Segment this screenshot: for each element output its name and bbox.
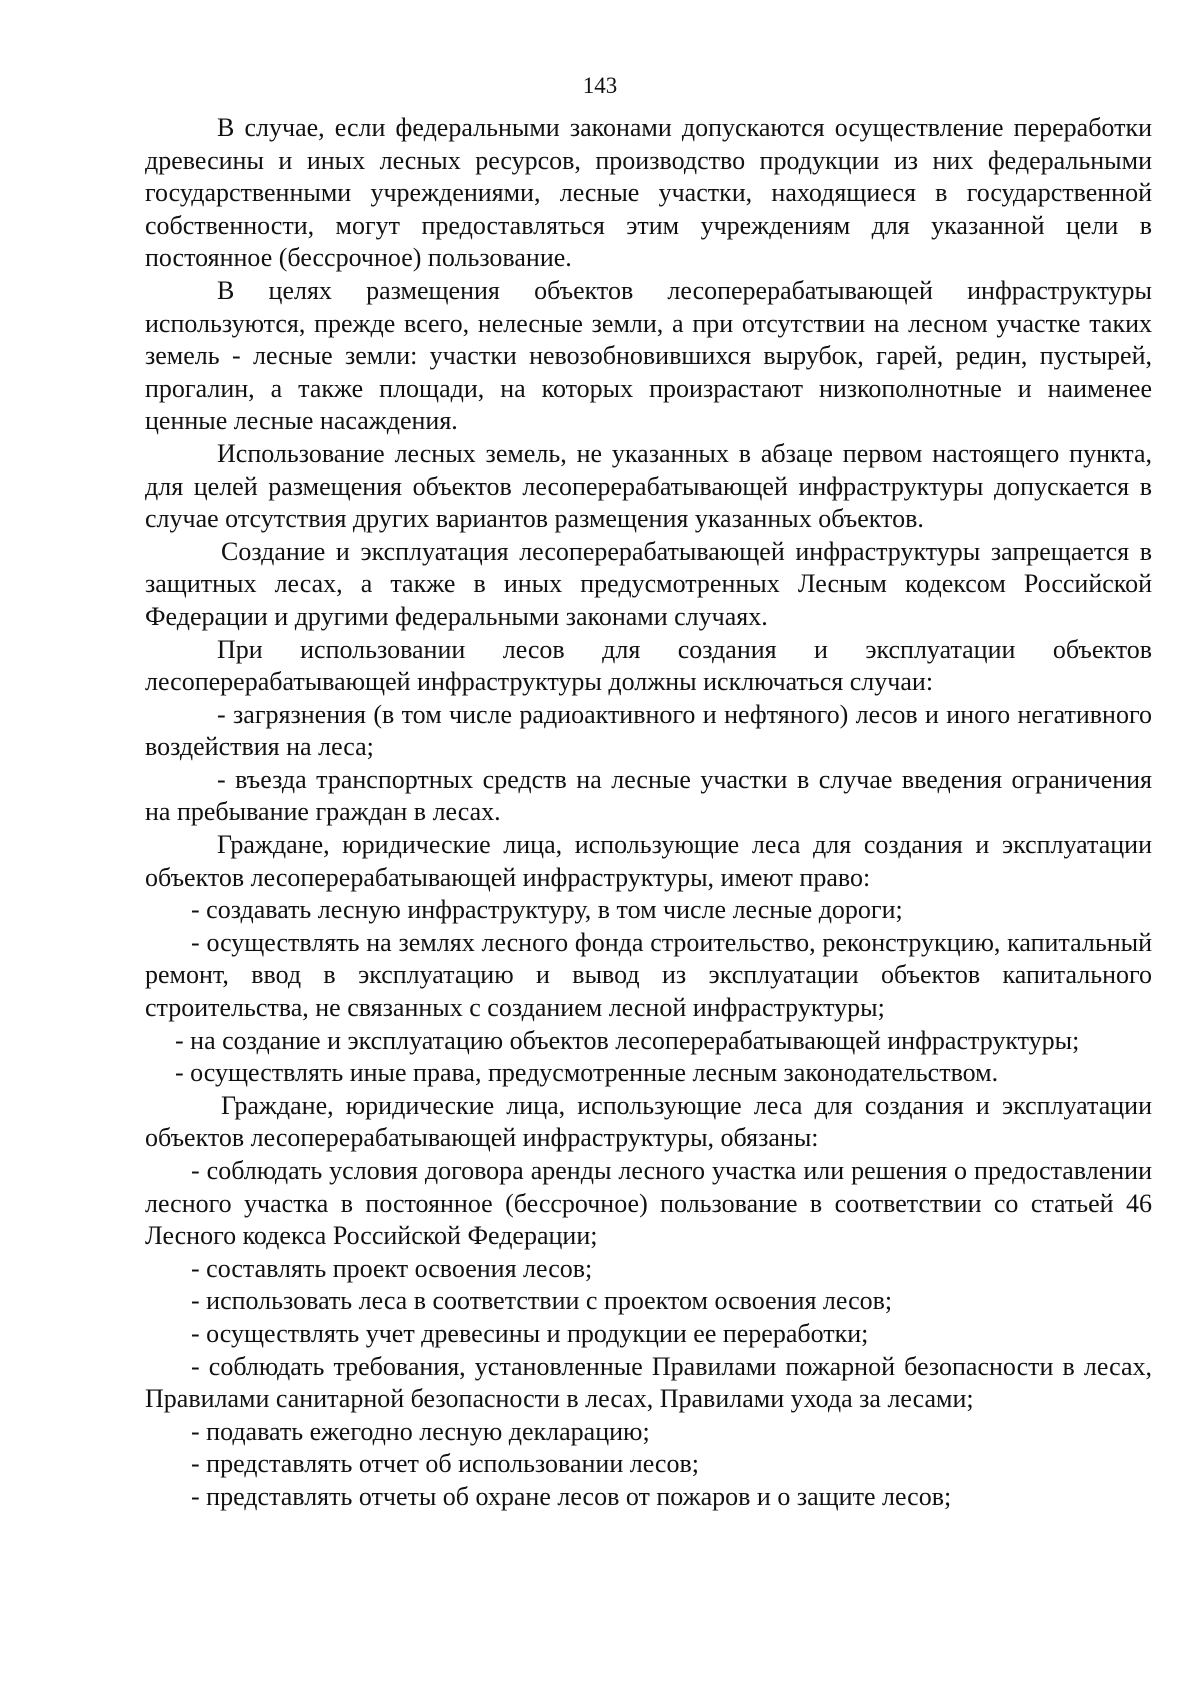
- list-item: - соблюдать условия договора аренды лесного участка или решения о предоставлении лесного участка в постоянное (бессрочное) пользование в соответствии со статьей 46 Лесного кодекса Российской Федерации;: [145, 1156, 1152, 1251]
- list-item: - загрязнения (в том числе радиоактивного и нефтяного) лесов и иного негативного воздействия на леса;: [145, 699, 1152, 762]
- list-item: - создавать лесную инфраструктуру, в том числе лесные дороги;: [191, 895, 903, 925]
- page-number: 143: [582, 73, 618, 98]
- list-item: - осуществлять учет древесины и продукции ее переработки;: [191, 1318, 869, 1348]
- paragraph: В целях размещения объектов лесоперерабатывающей инфраструктуры используются, прежде всего, нелесные земли, а при отсутствии на лесном участке таких земель - лесные земли: участки невозобновившихся вырубок, гарей, редин, пустырей, прогалин, а также площади, на которых произрастают низкополнотные и наименее ценные лесные насаждения.: [145, 275, 1152, 436]
- list-item: - на создание и эксплуатацию объектов лесоперерабатывающей инфраструктуры;: [175, 1025, 1080, 1055]
- paragraph: Использование лесных земель, не указанных в абзаце первом настоящего пункта, для целей размещения объектов лесоперерабатывающей инфраструктуры допускается в случае отсутствия других вариантов размещения указанных объектов.: [145, 438, 1152, 534]
- list-item: - составлять проект освоения лесов;: [191, 1253, 593, 1283]
- list-item: - подавать ежегодно лесную декларацию;: [191, 1416, 650, 1446]
- paragraph: Граждане, юридические лица, использующие леса для создания и эксплуатации объектов лесоперерабатывающей инфраструктуры, имеют право:: [145, 830, 1152, 892]
- paragraph: При использовании лесов для создания и эксплуатации объектов лесоперерабатывающей инфраструктуры должны исключаться случаи:: [145, 634, 1152, 697]
- paragraph: В случае, если федеральными законами допускаются осуществление переработки древесины и иных лесных ресурсов, производство продукции из них федеральными государственными учреждениями, лесные участки, находящиеся в государственной собственности, могут предоставляться этим учреждениям для указанной цели в постоянное (бессрочное) пользование.: [145, 113, 1152, 273]
- paragraph: Создание и эксплуатация лесоперерабатывающей инфраструктуры запрещается в защитных лесах, а также в иных предусмотренных Лесным кодексом Российской Федерации и другими федеральными законами случаях.: [145, 536, 1152, 631]
- list-item: - использовать леса в соответствии с проектом освоения лесов;: [191, 1286, 893, 1316]
- list-item: - осуществлять на землях лесного фонда строительство, реконструкцию, капитальный ремонт, ввод в эксплуатацию и вывод из эксплуатации объектов капитального строительства, не связанных с созданием лесной инфраструктуры;: [145, 927, 1152, 1023]
- document-body: [145, 112, 1152, 1514]
- list-item: - представлять отчет об использовании лесов;: [191, 1449, 699, 1479]
- paragraph: Граждане, юридические лица, использующие леса для создания и эксплуатации объектов лесоперерабатывающей инфраструктуры, обязаны:: [145, 1090, 1152, 1153]
- list-item: - осуществлять иные права, предусмотренные лесным законодательством.: [175, 1058, 999, 1088]
- list-item: - въезда транспортных средств на лесные участки в случае введения ограничения на пребывание граждан в лесах.: [145, 764, 1152, 827]
- list-item: - представлять отчеты об охране лесов от пожаров и о защите лесов;: [191, 1481, 952, 1511]
- list-item: - соблюдать требования, установленные Правилами пожарной безопасности в лесах, Правилами санитарной безопасности в лесах, Правилами ухода за лесами;: [145, 1351, 1152, 1414]
